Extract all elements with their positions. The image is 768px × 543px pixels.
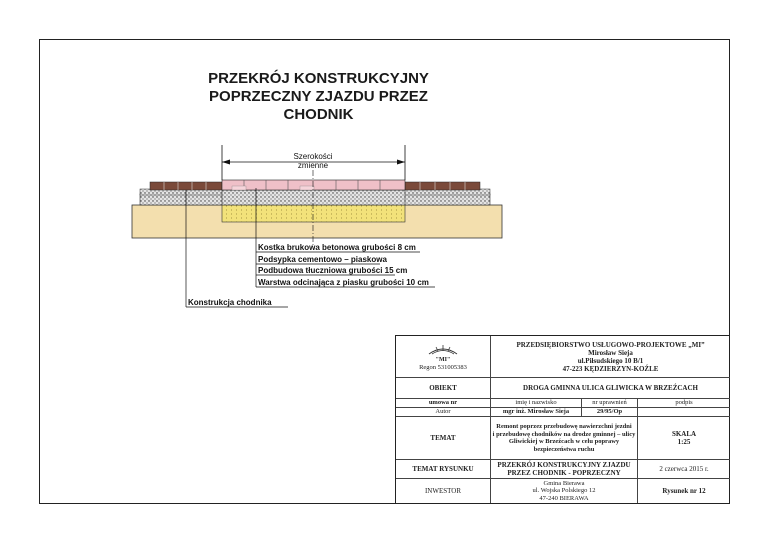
title-line-2: POPRZECZNY ZJAZDU PRZEZ <box>209 88 428 105</box>
skala-cell <box>638 417 730 460</box>
inwestor-label: INWESTOR <box>396 479 491 503</box>
regon: Regon 531005383 <box>419 363 467 371</box>
rysunek-number: Rysunek nr 12 <box>662 487 706 495</box>
autor-label: Autor <box>396 408 491 417</box>
temat-rysunku-line-2: PRZEZ CHODNIK - POPRZECZNY <box>507 469 621 477</box>
inwestor-line-3: 47-240 BIERAWA <box>539 494 589 502</box>
skala-label: SKALA <box>671 430 697 438</box>
autor-podpis <box>638 408 730 417</box>
obiekt-label: OBIEKT <box>396 378 491 399</box>
company-cell <box>491 336 730 378</box>
logo-cell <box>396 336 491 378</box>
layer-label-sand: Warstwa odcinająca z piasku grubości 10 cm <box>258 278 429 287</box>
umowa-label: umowa nr <box>396 399 491 408</box>
podpis-label: podpis <box>638 399 730 408</box>
temat-rysunku-value <box>491 460 638 479</box>
nr-uprawnien-label: nr uprawnień <box>582 399 638 408</box>
temat-rysunku-line-1: PRZEKRÓJ KONSTRUKCYJNY ZJAZDU <box>497 461 631 469</box>
temat-line-2: i przebudowę chodników na drodze gminnej – ulicy <box>492 430 636 438</box>
autor-name: mgr inż. Mirosław Sieja <box>491 408 582 417</box>
company-line-3: ul.Piłsudskiego 10 B/1 <box>577 356 644 365</box>
right-sidewalk-pavers <box>405 182 480 190</box>
title-block <box>395 335 730 504</box>
temat-line-4: bezpieczeństwa ruchu <box>533 445 595 453</box>
title-line-1: PRZEKRÓJ KONSTRUKCYJNY <box>208 70 429 87</box>
temat-line-1: Remont poprzez przebudowę nawierzchni jezdni <box>496 423 632 430</box>
inwestor-line-2: ul. Wojska Polskiego 12 <box>532 487 596 495</box>
driveway-aggregate-layer <box>222 190 405 205</box>
layer-label-paving: Kostka brukowa betonowa grubości 8 cm <box>258 243 416 252</box>
driveway-pavers <box>222 180 405 190</box>
dimension-label-1: Szerokości <box>293 152 333 161</box>
skala-value: 1:25 <box>677 438 691 446</box>
imie-label: imię i nazwisko <box>491 399 582 408</box>
company-line-2: Mirosław Sieja <box>588 348 633 357</box>
temat-label: TEMAT <box>396 417 491 460</box>
left-sidewalk-pavers <box>150 182 222 190</box>
layer-label-base: Podbudowa tłuczniowa grubości 15 cm <box>258 266 408 275</box>
title-line-3: CHODNIK <box>283 106 354 123</box>
layer-label-bedding: Podsypka cementowo – piaskowa <box>258 255 387 264</box>
company-logo-icon <box>423 342 463 362</box>
obiekt-value: DROGA GMINNA ULICA GLIWICKA W BRZEŹCACH <box>491 378 730 399</box>
inwestor-line-1: Gmina Bierawa <box>543 479 585 487</box>
date: 2 czerwca 2015 r. <box>638 460 730 479</box>
temat-line-3: Gliwickiej w Brzeźcach w celu poprawy <box>508 438 620 445</box>
autor-nr: 29/95/Op <box>582 408 638 417</box>
company-line-4: 47-223 KĘDZIERZYN-KOŹLE <box>562 364 659 373</box>
company-line-1: PRZEDSIĘBIORSTWO USŁUGOWO-PROJEKTOWE „MI” <box>516 340 705 349</box>
temat-value <box>491 417 638 460</box>
inwestor-value <box>491 479 638 503</box>
logo-text: "MI" <box>435 356 451 362</box>
dimension-label-2: zmienne <box>297 161 329 170</box>
structure-label: Konstrukcja chodnika <box>188 298 272 307</box>
driveway-sand-layer <box>222 205 405 222</box>
temat-rysunku-label: TEMAT RYSUNKU <box>396 460 491 479</box>
